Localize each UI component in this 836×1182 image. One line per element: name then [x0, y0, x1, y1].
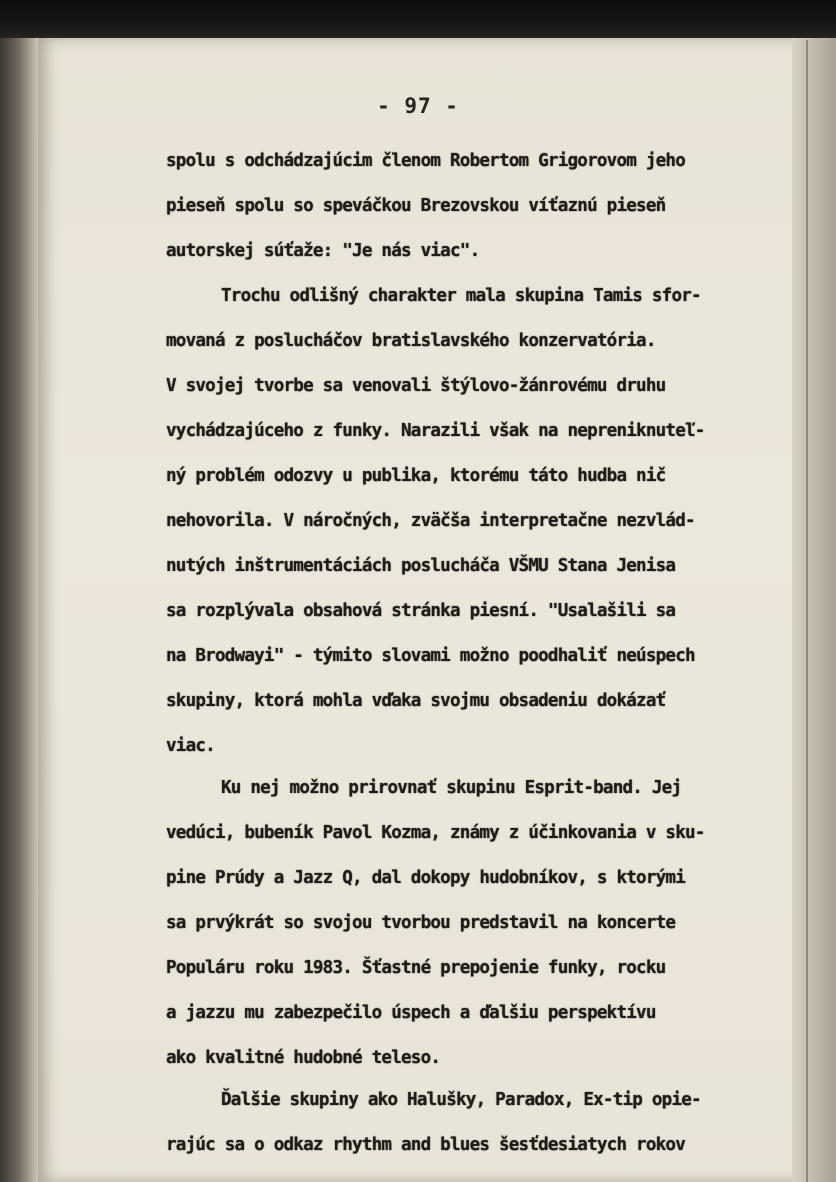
text-line: ako kvalitné hudobné teleso. — [166, 1048, 441, 1068]
text-line: pieseň spolu so speváčkou Brezovskou víťaznú pieseň — [166, 196, 666, 216]
text-line: sa prvýkrát so svojou tvorbou predstavil na koncerte — [166, 913, 676, 933]
text-line: Populáru roku 1983. Šťastné prepojenie funky, rocku — [166, 958, 666, 978]
text-line: skupiny, ktorá mohla vďaka svojmu obsadeniu dokázať — [166, 691, 666, 711]
text-line: na Brodwayi" - týmito slovami možno poodhaliť neúspech — [166, 646, 695, 666]
text-line: viac. — [166, 736, 215, 756]
text-line: nutých inštrumentáciách poslucháča VŠMU Stana Jenisa — [166, 556, 676, 576]
text-line: sa rozplývala obsahová stránka piesní. "Usalašili sa — [166, 601, 676, 621]
paragraph-start-line: Trochu odlišný charakter mala skupina Tamis sfor- — [221, 286, 701, 306]
text-line: V svojej tvorbe sa venovali štýlovo-žánrovému druhu — [166, 376, 666, 396]
text-line: pine Prúdy a Jazz Q, dal dokopy hudobníkov, s ktorými — [166, 868, 685, 888]
page-edge — [792, 38, 836, 1182]
text-line: movaná z poslucháčov bratislavského konzervatória. — [166, 331, 656, 351]
text-line: ný problém odozvy u publika, ktorému táto hudba nič — [166, 466, 666, 486]
book-binding-gutter — [0, 38, 40, 1182]
text-line: vedúci, bubeník Pavol Kozma, známy z účinkovania v sku- — [166, 823, 705, 843]
body-text — [166, 143, 756, 1172]
text-line: spolu s odchádzajúcim členom Robertom Grigorovom jeho — [166, 151, 685, 171]
text-line: a jazzu mu zabezpečilo úspech a ďalšiu perspektívu — [166, 1003, 656, 1023]
text-line: vychádzajúceho z funky. Narazili však na nepreniknuteľ- — [166, 421, 705, 441]
text-line: nehovorila. V náročných, zväčša interpretačne nezvlád- — [166, 511, 695, 531]
text-line: autorskej súťaže: "Je nás viac". — [166, 241, 480, 261]
paragraph-start-line: Ku nej možno prirovnať skupinu Esprit-band. Jej — [221, 778, 682, 798]
paragraph-start-line: Ďalšie skupiny ako Halušky, Paradox, Ex-tip opie- — [221, 1090, 701, 1110]
page-edge-line — [806, 40, 808, 1182]
page-number: - 97 - — [377, 94, 459, 118]
text-line: rajúc sa o odkaz rhythm and blues šesťdesiatych rokov — [166, 1135, 685, 1155]
